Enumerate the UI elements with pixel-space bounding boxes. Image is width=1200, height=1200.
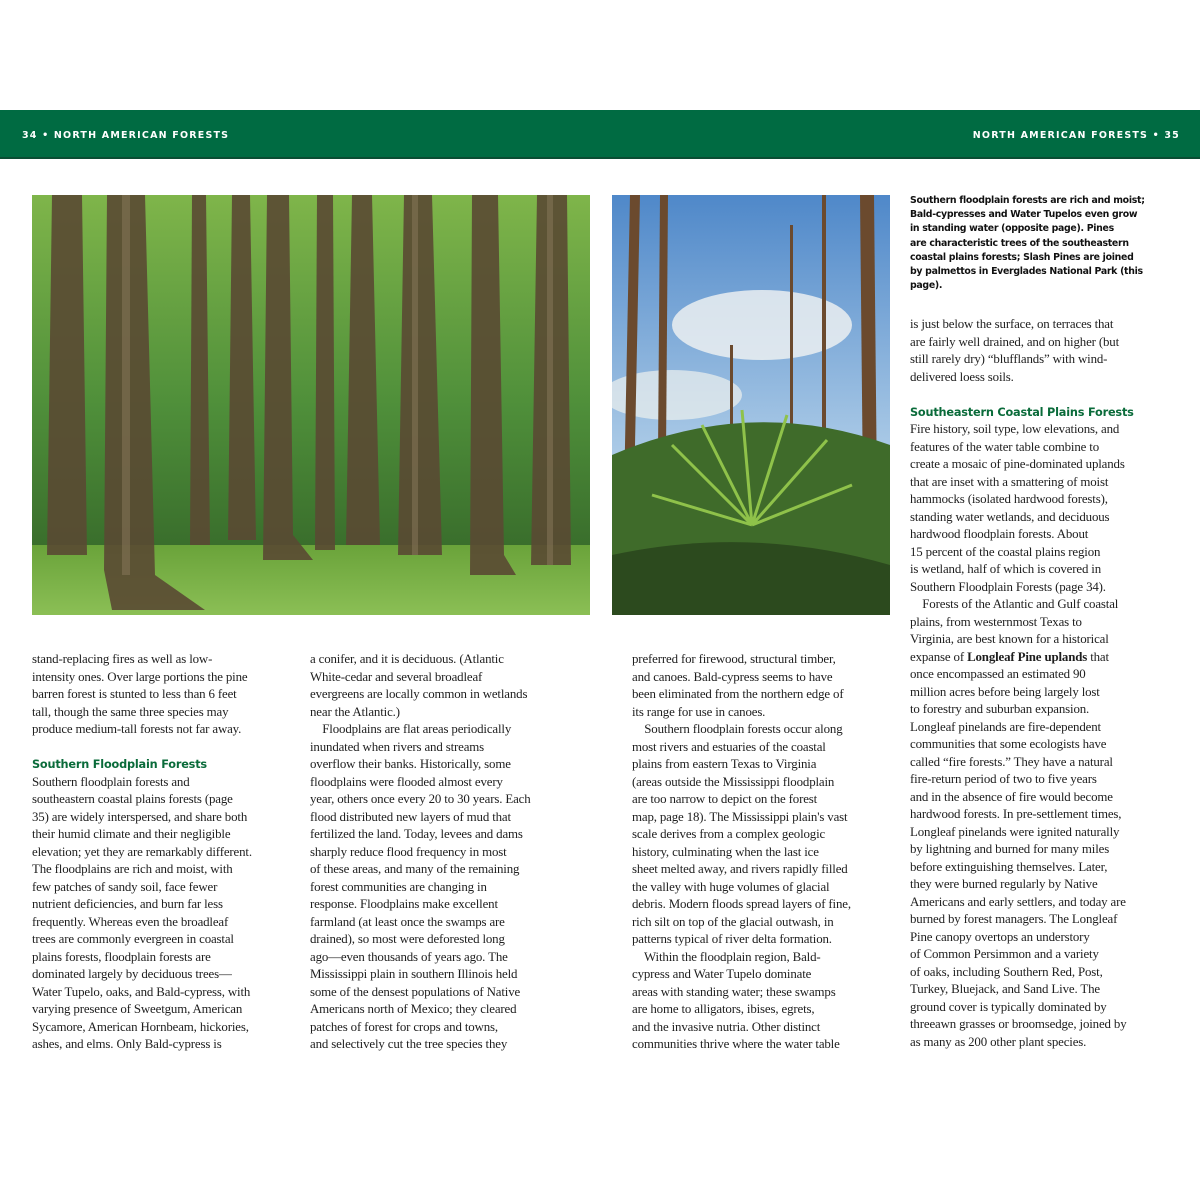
text-line: ashes, and elms. Only Bald-cypress is [32, 1037, 222, 1051]
text-line: response. Floodplains make excellent [310, 897, 498, 911]
text-line: communities thrive where the water table [632, 1037, 840, 1051]
text-line: Water Tupelo, oaks, and Bald-cypress, with [32, 984, 251, 999]
text-line: evergreens are locally common in wetlands [310, 687, 528, 701]
text-line: farmland (at least once the swamps are [310, 914, 505, 929]
text-line: Pine canopy overtops an understory [910, 929, 1090, 944]
text-line: map, page 18). The Mississippi plain's vast [632, 809, 848, 824]
text-line: White-cedar and several broadleaf [310, 669, 483, 684]
text-line: still rarely dry) “blufflands” with wind- [910, 352, 1108, 366]
text-line: fertilized the land. Today, levees and dams [310, 827, 523, 841]
caption-line: by palmettos in Everglades National Park (this [910, 266, 1143, 278]
text-line: ground cover is typically dominated by [910, 999, 1107, 1014]
text-line: Southern floodplain forests occur along [632, 722, 843, 736]
text-line: Forests of the Atlantic and Gulf coastal [910, 597, 1119, 611]
text-column-1 [32, 651, 294, 1054]
text-line: that are inset with a smattering of moist [910, 474, 1109, 489]
text-column-3 [632, 651, 894, 1054]
text-segment: that [1087, 649, 1109, 664]
text-line: sheet melted away, and rivers rapidly filled [632, 862, 848, 876]
text-line: of oaks, including Southern Red, Post, [910, 964, 1103, 979]
text-line: are too narrow to depict on the forest [632, 792, 818, 806]
text-line: frequently. Whereas even the broadleaf [32, 914, 229, 929]
text-line: scale derives from a complex geologic [632, 827, 826, 841]
text-line: million acres before being largely lost [910, 684, 1100, 699]
text-line: by lightning and burned for many miles [910, 842, 1110, 856]
text-line: tall, though the same three species may [32, 704, 229, 719]
text-column-2 [310, 651, 572, 1054]
text-line: delivered loess soils. [910, 369, 1014, 384]
text-line: 35) are widely interspersed, and share both [32, 809, 248, 824]
text-line: flood distributed new layers of mud that [310, 809, 511, 824]
text-line: cypress and Water Tupelo dominate [632, 967, 812, 981]
text-line: as many as 200 other plant species. [910, 1034, 1087, 1049]
text-line: are home to alligators, ibises, egrets, [632, 1002, 815, 1016]
text-line: elevation; yet they are remarkably different. [32, 844, 252, 859]
text-line: Sycamore, American Hornbeam, hickories, [32, 1019, 249, 1034]
text-line: produce medium-tall forests not far away. [32, 722, 242, 736]
text-line: and canoes. Bald-cypress seems to have [632, 669, 833, 684]
text-line: Fire history, soil type, low elevations, and [910, 422, 1120, 436]
caption-line: Southern floodplain forests are rich and moist; [910, 195, 1145, 206]
text-line: plains from eastern Texas to Virginia [632, 757, 817, 771]
caption-line: in standing water (opposite page). Pines [910, 223, 1114, 235]
text-line: plains forests, floodplain forests are [32, 949, 211, 964]
text-line: standing water wetlands, and deciduous [910, 509, 1110, 524]
text-line: barren forest is stunted to less than 6 feet [32, 687, 237, 701]
text-line: stand-replacing fires as well as low- [32, 652, 213, 666]
text-line: features of the water table combine to [910, 439, 1100, 454]
text-line: fire-return period of two to five years [910, 772, 1097, 786]
text-line: and in the absence of fire would become [910, 789, 1113, 804]
text-line: some of the densest populations of Native [310, 984, 521, 999]
caption-line: are characteristic trees of the southeastern [910, 237, 1129, 249]
text-line: The floodplains are rich and moist, with [32, 862, 233, 876]
text-line: patches of forest for crops and towns, [310, 1019, 498, 1034]
text-line: history, culminating when the last ice [632, 844, 819, 859]
text-line: of Common Persimmon and a variety [910, 947, 1099, 961]
text-line: of these areas, and many of the remaining [310, 862, 520, 876]
text-line: floodplains were flooded almost every [310, 774, 503, 789]
text-line: rich silt on top of the glacial outwash, in [632, 914, 834, 929]
text-line: is wetland, half of which is covered in [910, 562, 1102, 576]
text-line [910, 649, 1172, 667]
caption-line: coastal plains forests; Slash Pines are joined [910, 251, 1134, 263]
text-line: overflow their banks. Historically, some [310, 757, 511, 771]
left-running-head: 34 • NORTH AMERICAN FORESTS [22, 130, 230, 141]
text-line: hardwood forests. In pre-settlement times, [910, 807, 1122, 821]
text-line: called “fire forests.” They have a natural [910, 754, 1113, 769]
text-line: Turkey, Bluejack, and Sand Live. The [910, 982, 1100, 996]
text-line: Floodplains are flat areas periodically [310, 722, 512, 736]
text-line: are fairly well drained, and on higher (but [910, 334, 1120, 349]
text-column-4 [910, 316, 1172, 1051]
text-line: Southern Floodplain Forests (page 34). [910, 579, 1106, 594]
everglades-pines-photo [612, 195, 890, 615]
text-line: 15 percent of the coastal plains region [910, 544, 1101, 559]
text-line: is just below the surface, on terraces that [910, 317, 1114, 331]
text-line: Longleaf pinelands are fire-dependent [910, 719, 1101, 734]
text-line: inundated when rivers and streams [310, 739, 485, 754]
text-line: southeastern coastal plains forests (page [32, 792, 233, 806]
section-heading: Southeastern Coastal Plains Forests [910, 405, 1134, 419]
text-line: plains, from westernmost Texas to [910, 614, 1082, 629]
text-line: the valley with huge volumes of glacial [632, 879, 830, 894]
text-line: preferred for firewood, structural timber, [632, 652, 836, 666]
text-line: been eliminated from the northern edge of [632, 687, 844, 701]
text-line: Americans north of Mexico; they cleared [310, 1002, 517, 1016]
text-line: ago—even thousands of years ago. The [310, 949, 508, 964]
text-line: before extinguishing themselves. Later, [910, 859, 1108, 874]
text-line: near the Atlantic.) [310, 704, 400, 719]
text-line: forest communities are changing in [310, 879, 487, 894]
text-line: create a mosaic of pine-dominated uplands [910, 457, 1125, 471]
text-line: varying presence of Sweetgum, American [32, 1002, 243, 1016]
text-line: Virginia, are best known for a historical [910, 632, 1109, 646]
text-segment: expanse of [910, 649, 968, 664]
photo-caption [910, 194, 1172, 293]
caption-line: page). [910, 280, 943, 292]
text-line: Within the floodplain region, Bald- [632, 949, 821, 964]
text-line: trees are commonly evergreen in coastal [32, 932, 234, 946]
text-line: its range for use in canoes. [632, 704, 766, 719]
text-line: areas with standing water; these swamps [632, 984, 836, 999]
section-heading: Southern Floodplain Forests [32, 758, 207, 771]
text-line: debris. Modern floods spread layers of fine, [632, 897, 851, 911]
text-line: year, others once every 20 to 30 years. Each [310, 792, 531, 806]
text-line: drained), so most were deforested long [310, 932, 505, 946]
text-line: (areas outside the Mississippi floodplain [632, 774, 835, 789]
text-line: once encompassed an estimated 90 [910, 667, 1086, 681]
text-line: to forestry and suburban expansion. [910, 702, 1090, 716]
text-line: sharply reduce flood frequency in most [310, 844, 507, 859]
text-line: they were burned regularly by Native [910, 877, 1098, 891]
text-line: Southern floodplain forests and [32, 774, 190, 789]
text-line: and selectively cut the tree species they [310, 1037, 508, 1051]
paragraph-gap [910, 386, 1172, 404]
text-line: Longleaf pinelands were ignited naturally [910, 824, 1120, 839]
text-line: and the invasive nutria. Other distinct [632, 1019, 821, 1034]
text-line: a conifer, and it is deciduous. (Atlantic [310, 652, 504, 666]
text-line: their humid climate and their negligible [32, 827, 231, 841]
text-line: patterns typical of river delta formation. [632, 932, 832, 946]
text-line: hammocks (isolated hardwood forests), [910, 492, 1108, 506]
text-line: Mississippi plain in southern Illinois held [310, 967, 518, 981]
text-line: nutrient deficiencies, and burn far less [32, 897, 223, 911]
text-line: hardwood floodplain forests. About [910, 527, 1089, 541]
text-line: dominated largely by deciduous trees— [32, 967, 232, 981]
caption-line: Bald-cypresses and Water Tupelos even grow [910, 209, 1138, 221]
text-line: most rivers and estuaries of the coastal [632, 739, 826, 754]
text-line: intensity ones. Over large portions the pine [32, 669, 248, 684]
floodplain-swamp-photo [32, 195, 590, 615]
text-line: few patches of sandy soil, face fewer [32, 879, 218, 894]
text-line: Americans and early settlers, and today are [910, 894, 1126, 909]
bold-term: Longleaf Pine uplands [967, 649, 1088, 664]
paragraph-gap [32, 739, 294, 757]
text-line: burned by forest managers. The Longleaf [910, 912, 1118, 926]
text-line: communities that some ecologists have [910, 737, 1107, 751]
right-running-head: NORTH AMERICAN FORESTS • 35 [972, 130, 1180, 141]
text-line: threeawn grasses or broomsedge, joined by [910, 1017, 1127, 1031]
